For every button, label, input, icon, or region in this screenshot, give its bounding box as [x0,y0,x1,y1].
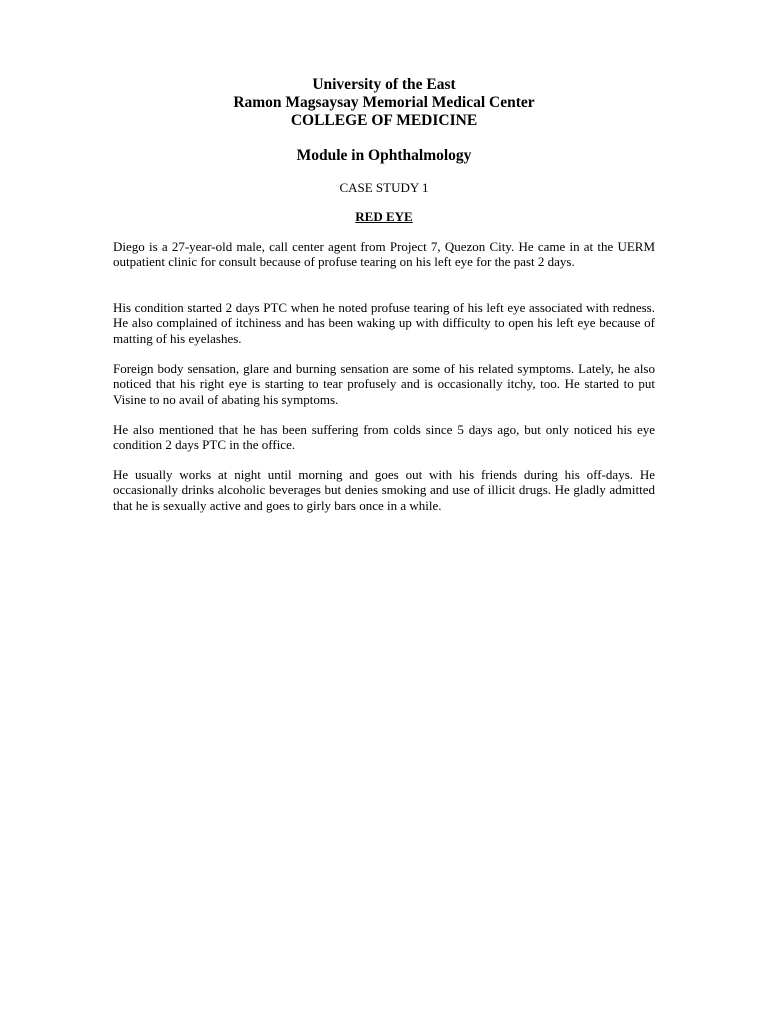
medical-center-name: Ramon Magsaysay Memorial Medical Center [233,94,535,111]
university-name: University of the East [312,76,456,93]
paragraph-colds-history: He also mentioned that he has been suffering from colds since 5 days ago, but only noticed his eye condition 2 days PTC in the office. [113,422,655,453]
paragraph-patient-intro: Diego is a 27-year-old male, call center agent from Project 7, Quezon City. He came in at the UERM outpatient clinic for consult because of profuse tearing on his left eye for the past 2 days. [113,239,655,270]
document-header [0,76,768,130]
module-title: Module in Ophthalmology [296,147,472,164]
paragraph-condition-onset: His condition started 2 days PTC when he noted profuse tearing of his left eye associated with redness. He also complained of itchiness and has been waking up with difficulty to open his left eye because of matting of his eyelashes. [113,300,655,346]
case-title [0,209,768,225]
college-name: COLLEGE OF MEDICINE [290,112,478,129]
paragraph-related-symptoms: Foreign body sensation, glare and burning sensation are some of his related symptoms. Lately, he also noticed that his right eye is starting to tear profusely and is occasionally itchy, too. He started to put Visine to no avail of abating his symptoms. [113,361,655,407]
case-title-text: RED EYE [355,209,413,224]
case-study-label: CASE STUDY 1 [339,180,429,195]
paragraph-social-history: He usually works at night until morning and goes out with his friends during his off-days. He occasionally drinks alcoholic beverages but denies smoking and use of illicit drugs. He gladly admitted that he is sexually active and goes to girly bars once in a while. [113,467,655,513]
